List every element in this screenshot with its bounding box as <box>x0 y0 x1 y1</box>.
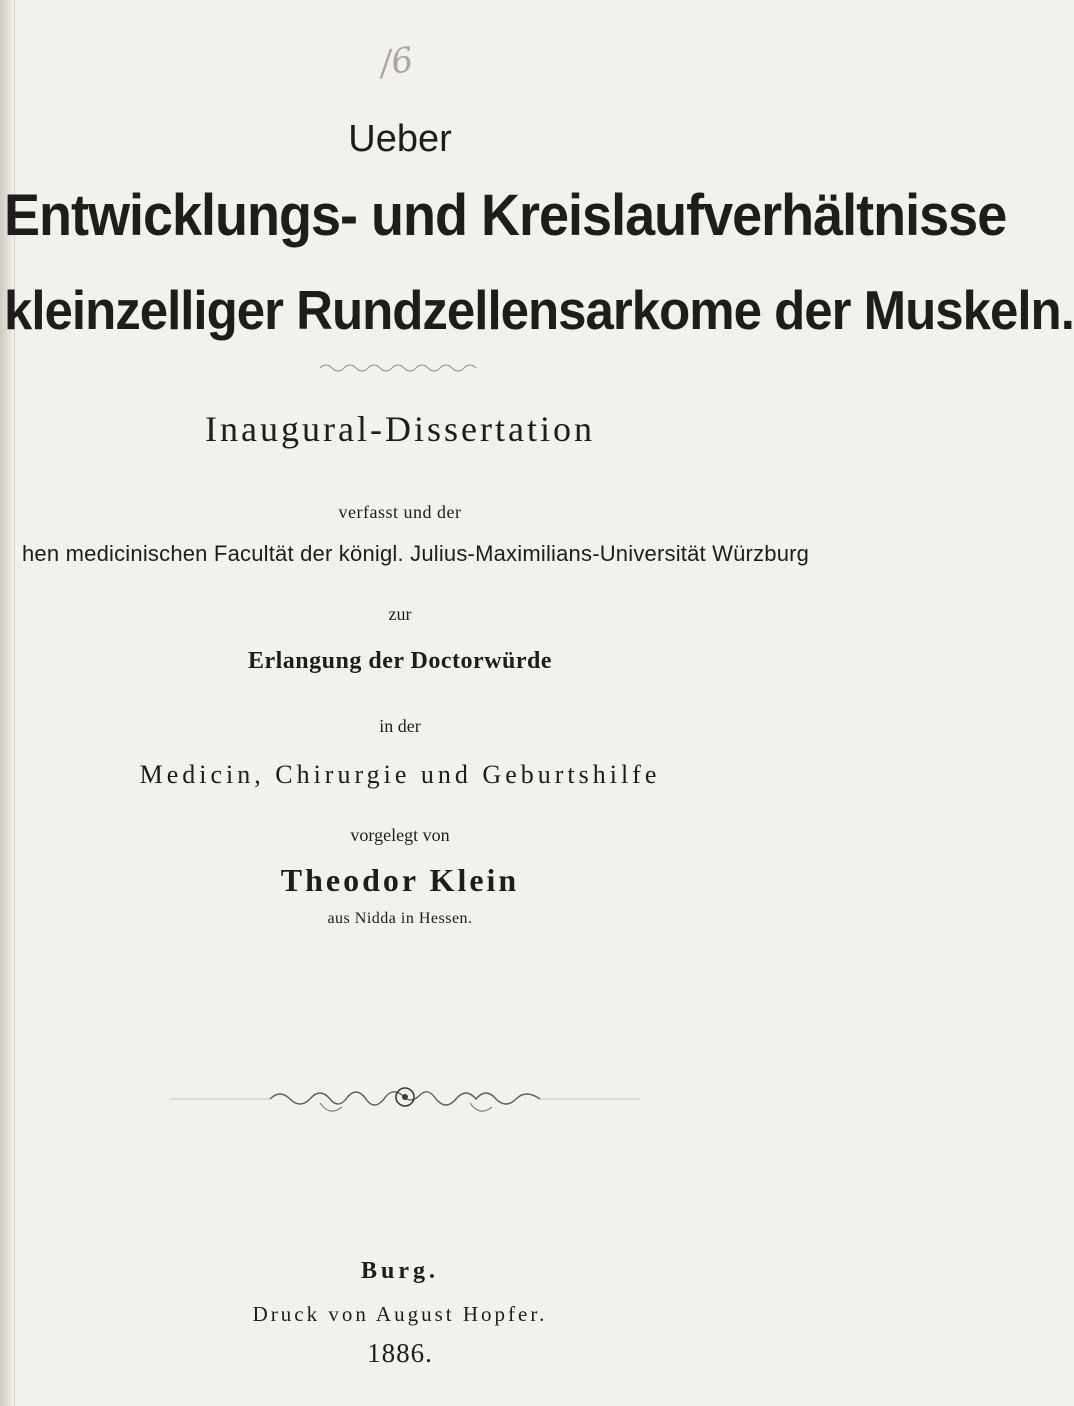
in-der-line: in der <box>379 716 421 736</box>
author-name: Theodor Klein <box>280 862 520 898</box>
faculty-line: hen medicinischen Facultät der königl. Julius-Maximilians-Universität Würzburg <box>22 541 810 566</box>
pencil-annotation: /6 <box>377 39 416 85</box>
heading-pre: Ueber <box>348 118 452 160</box>
printer-line: Druck von August Hopfer. <box>252 1302 548 1326</box>
degree-line: Erlangung der Doctorwürde <box>247 648 553 674</box>
dissertation-label: Inaugural-Dissertation <box>205 409 595 449</box>
publication-year: 1886. <box>367 1338 433 1368</box>
zur-line: zur <box>388 604 412 624</box>
vorgelegt-line: vorgelegt von <box>350 825 450 845</box>
verfasst-line: verfasst und der <box>338 502 462 522</box>
title-line-2: kleinzelliger Rundzellensarkome der Muskeln. <box>4 279 1074 341</box>
city: Burg. <box>360 1258 439 1284</box>
decorative-squiggle <box>318 360 478 372</box>
subjects-line: Medicin, Chirurgie und Geburtshilfe <box>139 760 661 789</box>
ornament-divider-icon <box>170 1085 640 1125</box>
author-origin: aus Nidda in Hessen. <box>327 910 473 927</box>
title-line-1: Entwicklungs- und Kreislaufverhältnisse <box>4 183 1007 248</box>
